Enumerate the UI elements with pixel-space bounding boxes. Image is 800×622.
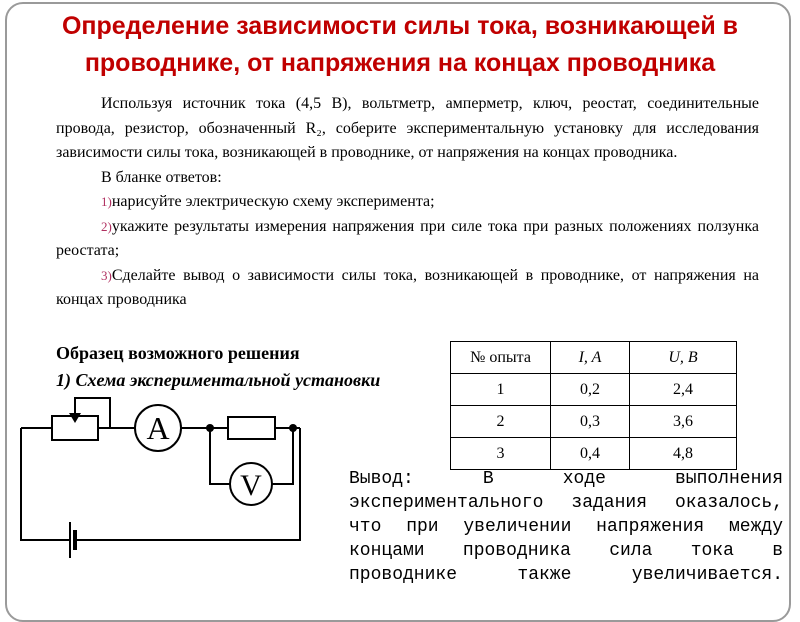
junction-dot: [289, 424, 297, 432]
table-row: [451, 438, 737, 470]
table-row: [451, 406, 737, 438]
task-item-1: [56, 190, 759, 215]
item-text: Сделайте вывод о зависимости силы тока, возникающей в проводнике, от напряжения на концах проводника: [56, 266, 759, 308]
item-text: нарисуйте электрическую схему эксперимента;: [111, 193, 435, 210]
answers-intro: В бланке ответов:: [101, 168, 222, 186]
table-cell: 2: [451, 406, 551, 438]
table-cell: 2,4: [630, 374, 737, 406]
resistor-r2: [228, 417, 275, 439]
table-cell: 1: [451, 374, 551, 406]
circuit-diagram: [0, 380, 340, 600]
table-cell: 3: [451, 438, 551, 470]
table-cell: 3,6: [630, 406, 737, 438]
wire: [21, 428, 70, 540]
rheostat-slider-arrow: [69, 413, 81, 423]
task-intro: Используя источник тока (4,5 В), вольтметр, амперметр, ключ, реостат, соединительные провода, резистор, обозначенный R₂, соберите экспериментальную установку для исследования зависимости силы тока, возникающей в проводнике, от напряжения на концах проводника.: [56, 95, 759, 161]
item-text: укажите результаты измерения напряжения при силе тока при разных положениях ползунка реостата;: [56, 217, 759, 259]
table-cell: 0,3: [551, 406, 630, 438]
task-item-2: [56, 215, 759, 264]
scheme-title: 1) Схема экспериментальной установки: [56, 370, 381, 390]
item-number: 1): [101, 194, 112, 209]
conclusion-text: Вывод: В ходе выполнения экспериментального задания оказалось, что при увеличении напряжения между концами проводника сила тока в проводнике также увеличивается.: [349, 469, 783, 585]
column-header-text: U, В: [668, 348, 698, 366]
table-cell: 4,8: [630, 438, 737, 470]
table-header-row: [451, 342, 737, 374]
wire: [75, 428, 300, 540]
column-header-text: I, A: [578, 348, 602, 366]
slide-title: Определение зависимости силы тока, возникающей в проводнике, от напряжения на концах проводника: [61, 12, 739, 77]
item-number: 2): [101, 218, 112, 234]
column-header: [630, 342, 737, 374]
voltmeter-label: V: [240, 469, 262, 502]
ammeter-label: A: [146, 410, 170, 446]
task-text: [56, 92, 759, 313]
solution-heading: Образец возможного решения: [56, 343, 300, 363]
junction-dot: [206, 424, 214, 432]
column-header: № опыта: [451, 342, 551, 374]
table-row: [451, 374, 737, 406]
results-table: [450, 341, 737, 470]
item-number: 3): [101, 267, 112, 283]
table-cell: 0,4: [551, 438, 630, 470]
task-item-3: [56, 264, 759, 313]
table-cell: 0,2: [551, 374, 630, 406]
column-header: [551, 342, 630, 374]
